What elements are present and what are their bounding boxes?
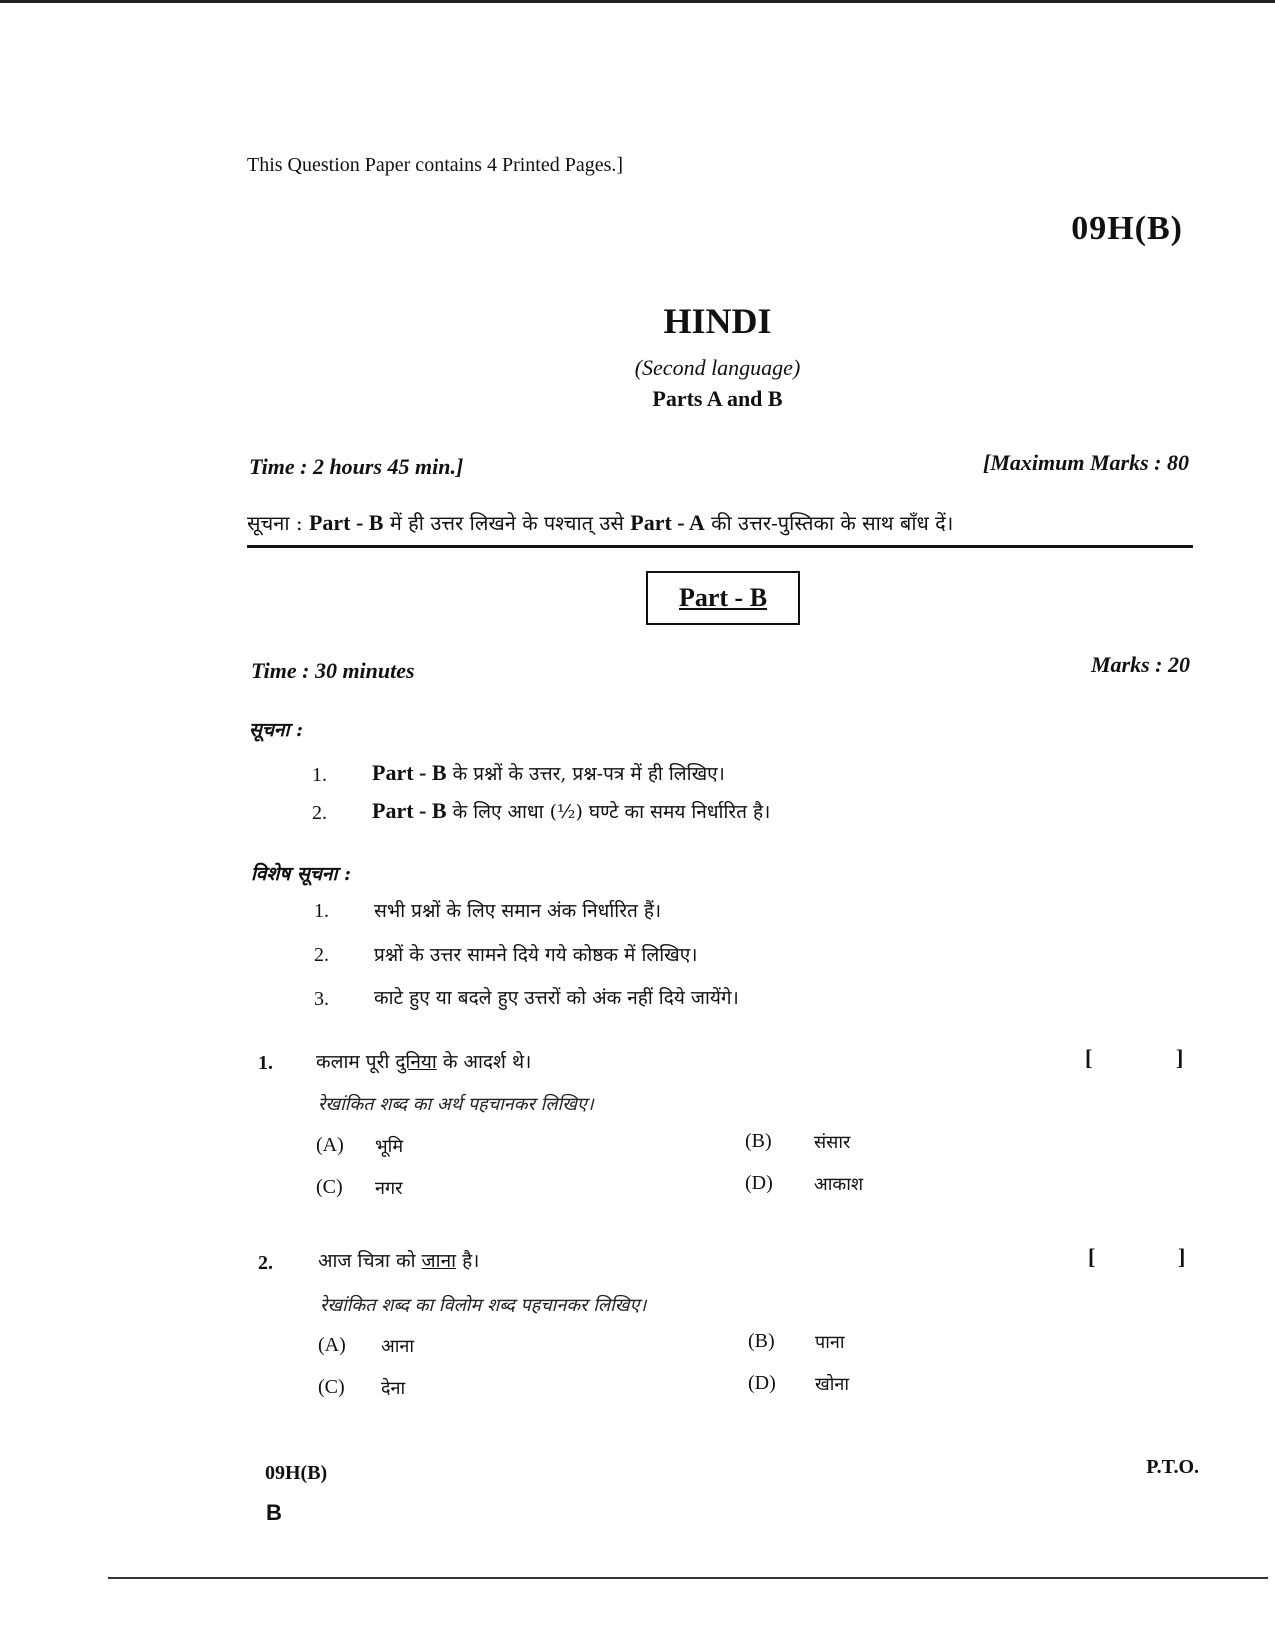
option-letter: (C) (318, 1376, 345, 1398)
option-text: आकाश (814, 1174, 864, 1195)
notice-item (372, 798, 770, 824)
question-number: 1. (258, 1052, 273, 1074)
option-letter: (A) (316, 1134, 344, 1156)
question-number: 2. (258, 1252, 273, 1274)
option-letter: (B) (748, 1330, 775, 1352)
pages-note: This Question Paper contains 4 Printed Pages.] (247, 154, 624, 176)
notice-text: के प्रश्नों के उत्तर, प्रश्न-पत्र में ही लिखिए। (446, 763, 725, 785)
instruction-part-a: Part - A (630, 510, 705, 535)
option-letter: (C) (316, 1176, 343, 1198)
paper-parts: Parts A and B (652, 386, 783, 411)
option-letter: (D) (745, 1172, 773, 1194)
answer-bracket-open: [ (1085, 1045, 1093, 1070)
answer-bracket-close: ] (1178, 1244, 1186, 1269)
instruction-text-1: में ही उत्तर लिखने के पश्चात् उसे (383, 511, 631, 535)
paper-code: 09H(B) (1071, 210, 1183, 247)
option-text: भूमि (375, 1136, 404, 1157)
series-mark: B (266, 1500, 282, 1525)
question-hint: रेखांकित शब्द का अर्थ पहचानकर लिखिए। (318, 1094, 594, 1115)
part-b-heading: Part - B (646, 571, 800, 625)
notice-bold: Part - B (372, 798, 447, 823)
bottom-border-line (108, 1577, 1268, 1579)
main-instruction (247, 509, 953, 536)
paper-subtitle: (Second language) (634, 355, 801, 380)
instruction-text-2: की उत्तर-पुस्तिका के साथ बाँध दें। (704, 511, 954, 535)
option-text: खोना (815, 1374, 850, 1395)
notice-number: 1. (312, 764, 327, 786)
answer-bracket-close: ] (1176, 1045, 1184, 1070)
option-letter: (B) (745, 1130, 772, 1152)
instruction-part-b: Part - B (308, 510, 384, 535)
option-text: देना (381, 1378, 406, 1399)
option-text: संसार (814, 1132, 851, 1153)
pto-label: P.T.O. (1146, 1456, 1199, 1478)
footer-paper-code: 09H(B) (265, 1462, 328, 1484)
answer-bracket-open: [ (1088, 1244, 1096, 1269)
question-text-after: के आदर्श थे। (436, 1051, 532, 1073)
special-notice-text: सभी प्रश्नों के लिए समान अंक निर्धारित हैं। (374, 900, 662, 922)
maximum-marks: [Maximum Marks : 80 (983, 450, 1189, 475)
option-letter: (D) (748, 1372, 776, 1394)
question-text-after: है। (456, 1250, 480, 1272)
underlined-word: जाना (421, 1250, 457, 1272)
question-text (318, 1247, 479, 1273)
notice-bold: Part - B (372, 760, 447, 785)
special-notice-text: प्रश्नों के उत्तर सामने दिये गये कोष्ठक में लिखिए। (374, 944, 698, 966)
paper-title: HINDI (663, 301, 772, 341)
special-notice-number: 1. (314, 900, 329, 922)
special-notice-number: 2. (314, 944, 329, 966)
part-b-marks: Marks : 20 (1090, 652, 1190, 677)
option-letter: (A) (318, 1334, 346, 1356)
option-text: आना (381, 1336, 415, 1357)
underlined-word: दुनिया (395, 1051, 437, 1073)
option-text: पाना (815, 1332, 845, 1353)
notice-label: सूचना : (249, 719, 304, 741)
question-text-before: आज चित्रा को (318, 1250, 422, 1272)
total-time: Time : 2 hours 45 min.] (249, 454, 464, 479)
question-text-before: कलाम पूरी (316, 1051, 396, 1073)
instruction-label: सूचना : (247, 511, 309, 535)
special-notice-text: काटे हुए या बदले हुए उत्तरों को अंक नहीं दिये जायेंगे। (374, 987, 739, 1009)
notice-text: के लिए आधा (½) घण्टे का समय निर्धारित है। (446, 801, 771, 823)
question-hint: रेखांकित शब्द का विलोम शब्द पहचानकर लिखिए। (320, 1295, 647, 1316)
option-text: नगर (375, 1178, 403, 1199)
special-notice-number: 3. (314, 988, 329, 1010)
question-text (316, 1048, 531, 1074)
top-border-line (0, 0, 1275, 3)
notice-item (372, 760, 725, 786)
notice-number: 2. (312, 802, 327, 824)
section-divider (247, 545, 1193, 548)
part-b-time: Time : 30 minutes (251, 658, 415, 683)
special-notice-label: विशेष सूचना : (251, 863, 352, 885)
